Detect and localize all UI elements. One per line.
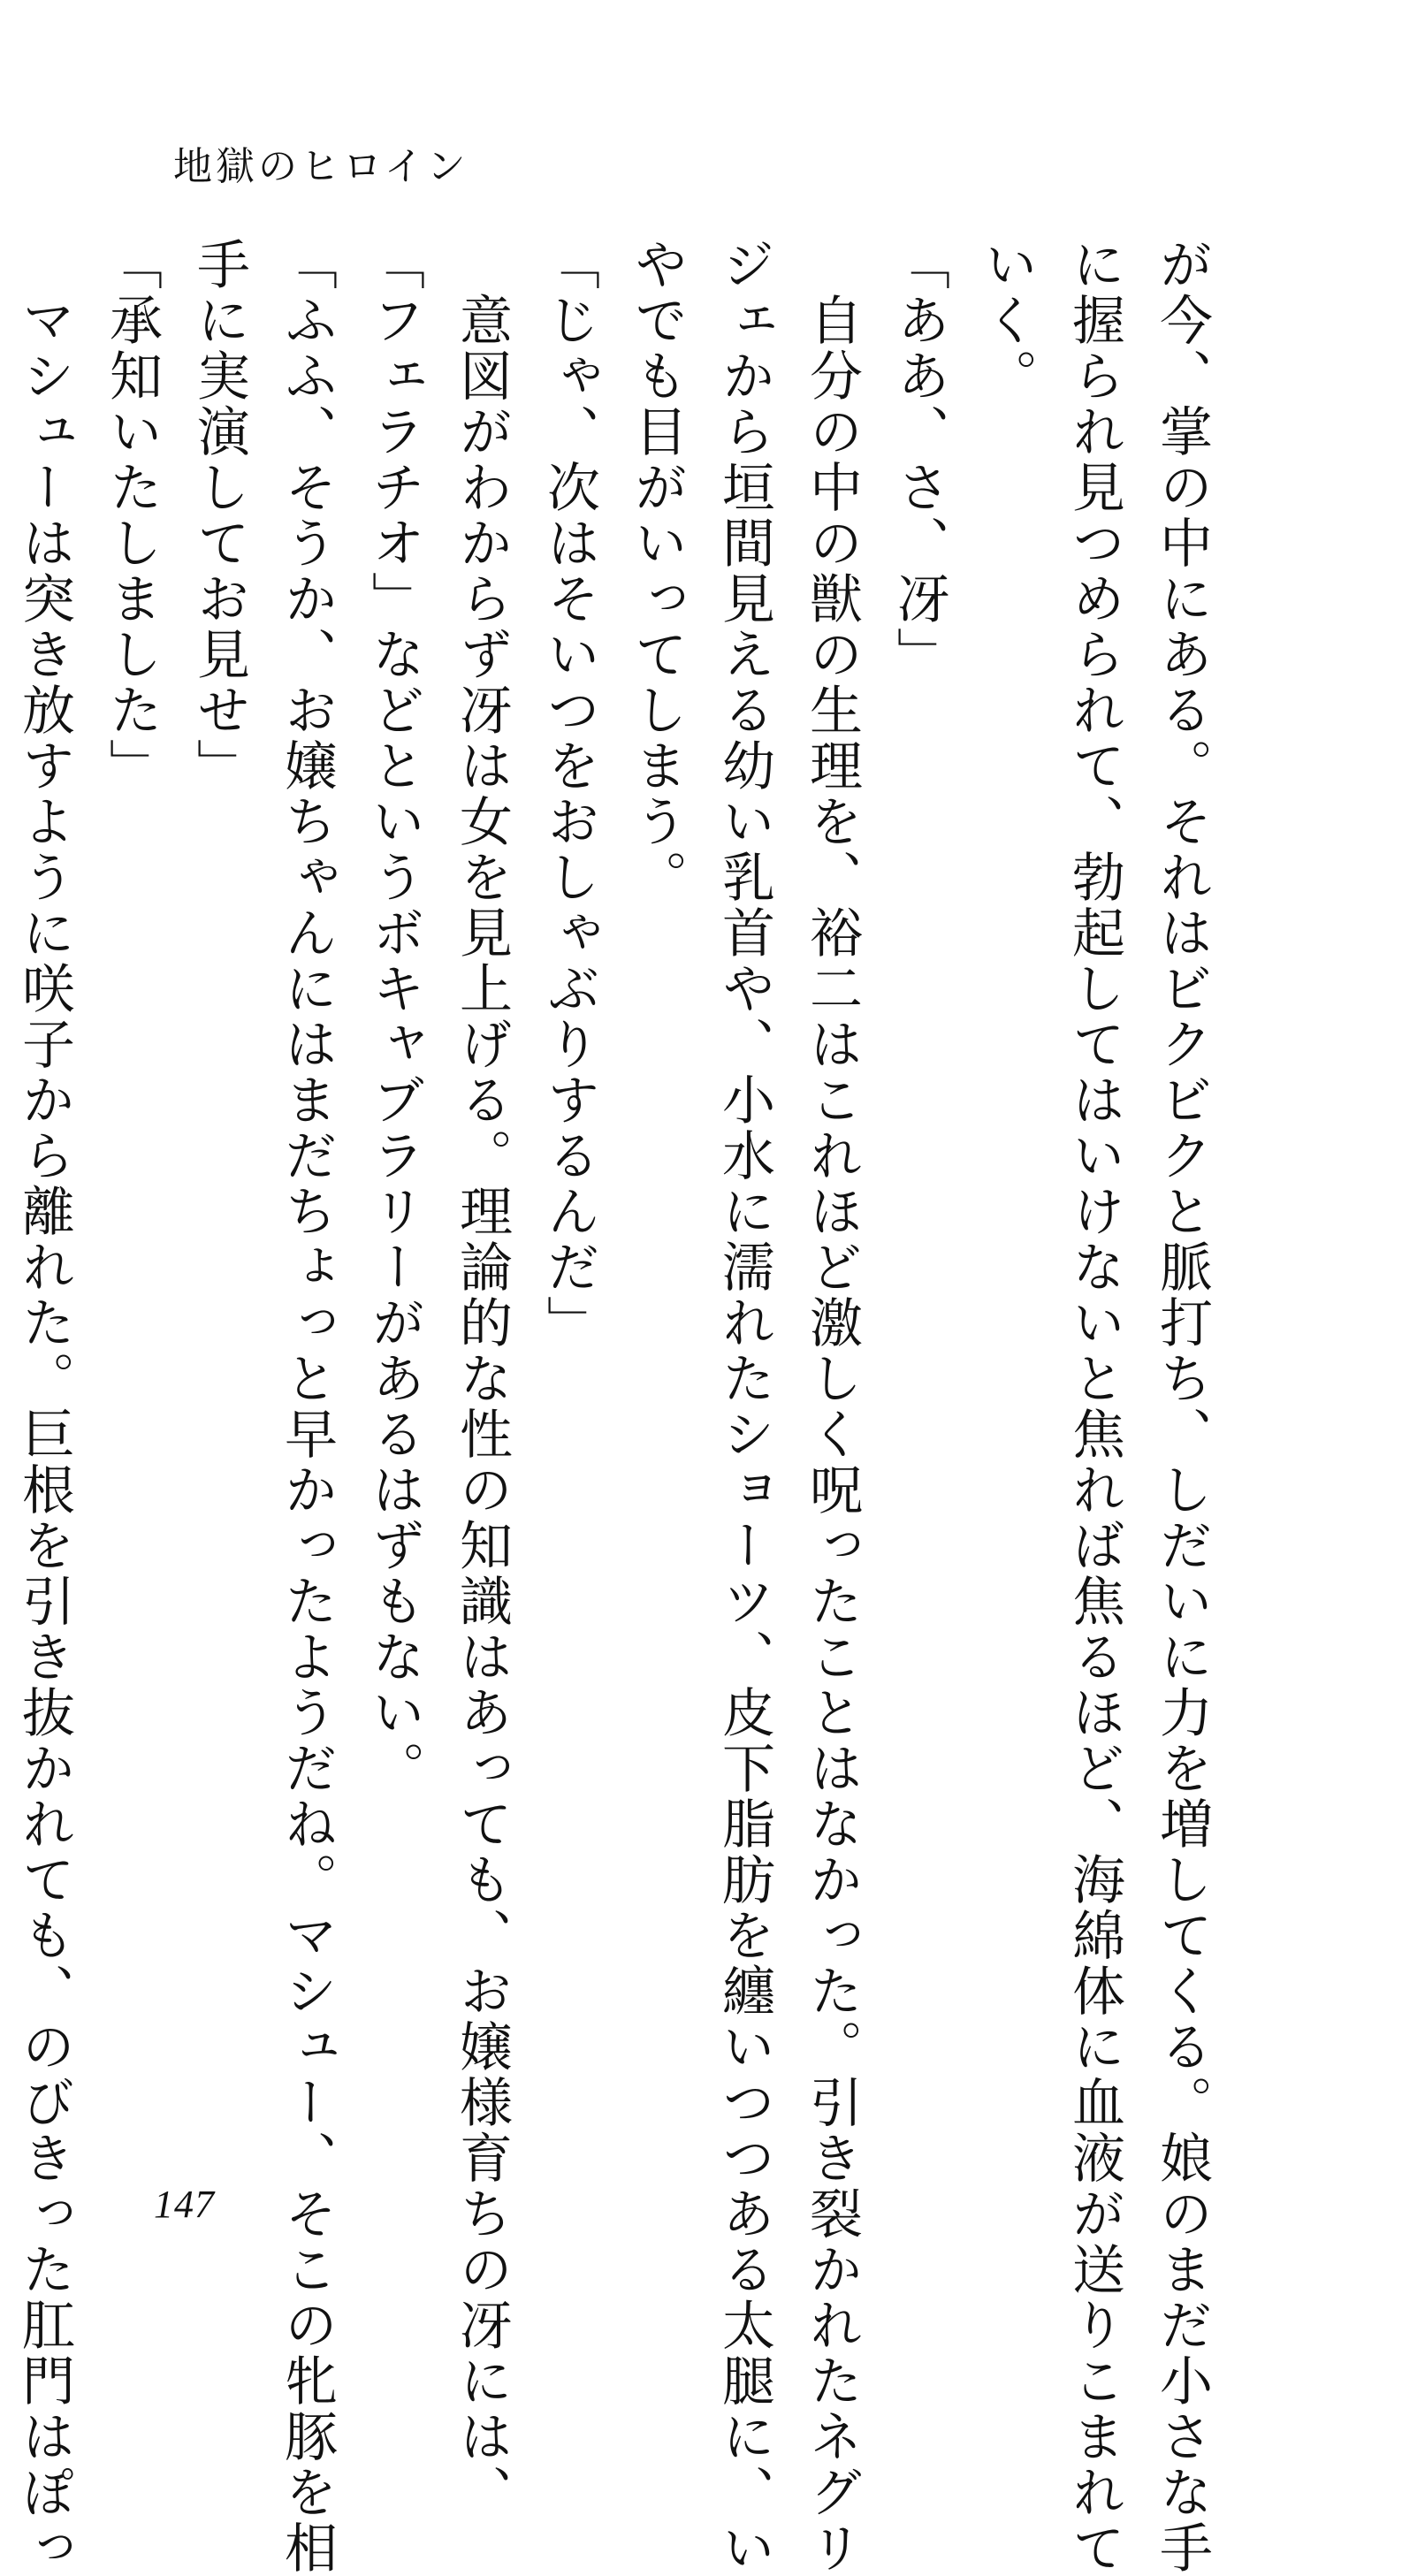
text-line: いく。 [976,237,1038,404]
text-line: が今、掌の中にある。それはビクビクと脈打ち、しだいに力を増してくる。娘のまだ小さな手 [1151,237,1213,2576]
running-header: 地獄のヒロイン [173,144,469,189]
text-line: 「ふふ、そうか、お嬢ちゃんにはまだちょっと早かったようだね。マシュー、そこの牝豚を相 [276,237,338,2576]
text-line: マシューは突き放すように咲子から離れた。巨根を引き抜かれても、のびきった肛門はぽっ [13,237,75,2576]
text-line: 意図がわからず冴は女を見上げる。理論的な性の知識はあっても、お嬢様育ちの冴には、 [451,237,513,2520]
text-line: ジェから垣間見える幼い乳首や、小水に濡れたショーツ、皮下脂肪を纏いつつある太腿に、い [713,237,775,2576]
page-number: 147 [154,2183,215,2226]
text-line: 「承知いたしました」 [101,237,163,794]
text-line: 手に実演してお見せ」 [188,237,250,794]
text-line: 自分の中の獣の生理を、裕二はこれほど激しく呪ったことはなかった。引き裂かれたネグリ [801,237,863,2576]
text-line: に握られ見つめられて、勃起してはいけないと焦れば焦るほど、海綿体に血液が送りこまれて [1063,237,1125,2576]
text-line: 「じゃ、次はそいつをおしゃぶりするんだ」 [538,237,600,1351]
text-line: やでも目がいってしまう。 [626,237,688,905]
text-line: 「フェラチオ」などというボキャブラリーがあるはずもない。 [363,237,425,1796]
text-line: 「ああ、さ、冴」 [888,237,950,682]
